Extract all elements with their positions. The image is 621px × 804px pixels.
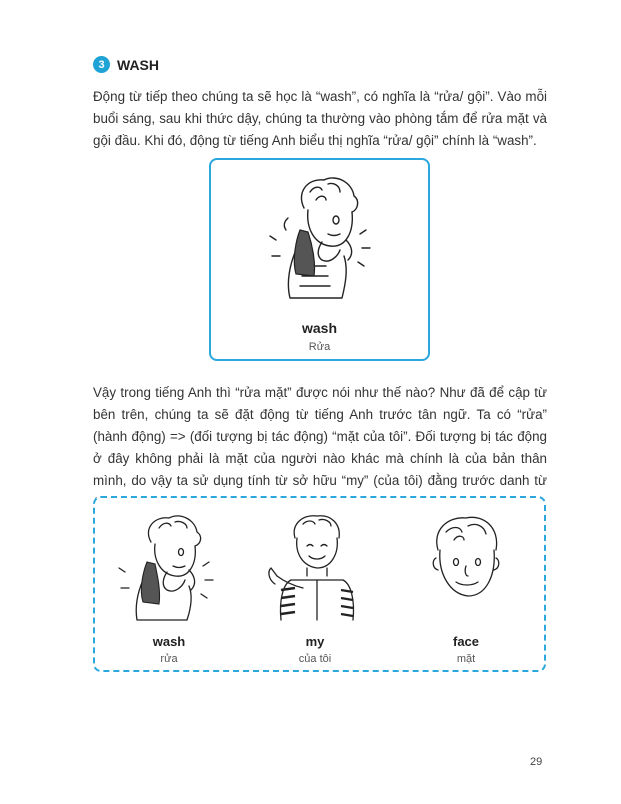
boy-face-illustration [406, 510, 526, 626]
boy-washing-face-illustration [256, 170, 384, 308]
section-number-badge: 3 [93, 56, 110, 73]
phrase-item-my [255, 506, 375, 666]
section-title: WASH [117, 56, 159, 73]
vocab-meaning: Rửa [308, 341, 331, 353]
explanation-paragraph: Vậy trong tiếng Anh thì “rửa mặt” được nói như thế nào? Như đã để cập từ bên trên, chúng ta sẽ đặt động từ tiếng Anh trước tân ngữ. Ta có “rửa” (hành động) => (đối tượng bị tác động) “mặt của tôi”. Đối tượng bị tác động ở đây không phải là mặt của người nào khác mà chính là của bản thân mình, do vậy ta sử dụng tính từ sở hữu “my” (của tôi) đằng trước danh từ [93, 385, 547, 488]
section-header [93, 56, 159, 73]
phrase-item-wash [109, 506, 229, 666]
phrase-breakdown-card [93, 496, 546, 672]
phrase-word: wash [152, 634, 186, 649]
boy-pointing-self-illustration [255, 510, 375, 626]
phrase-meaning: mặt [456, 653, 476, 665]
boy-washing-face-illustration [109, 510, 229, 626]
page-number: 29 [530, 756, 543, 768]
phrase-word: my [305, 634, 325, 649]
phrase-meaning: của tôi [298, 653, 332, 665]
phrase-word: face [452, 634, 480, 649]
vocab-word: wash [301, 320, 337, 336]
vocab-card-wash [209, 158, 430, 361]
phrase-item-face [406, 506, 526, 666]
phrase-meaning: rửa [160, 653, 178, 665]
intro-paragraph: Động từ tiếp theo chúng ta sẽ học là “wash”, có nghĩa là “rửa/ gội”. Vào mỗi buổi sáng, sau khi thức dậy, chúng ta thường vào phòng tắm để rửa mặt và gội đầu. Khi đó, động từ tiếng Anh biểu thị nghĩa “rửa/ gội” chính là “wash”. [93, 89, 547, 148]
